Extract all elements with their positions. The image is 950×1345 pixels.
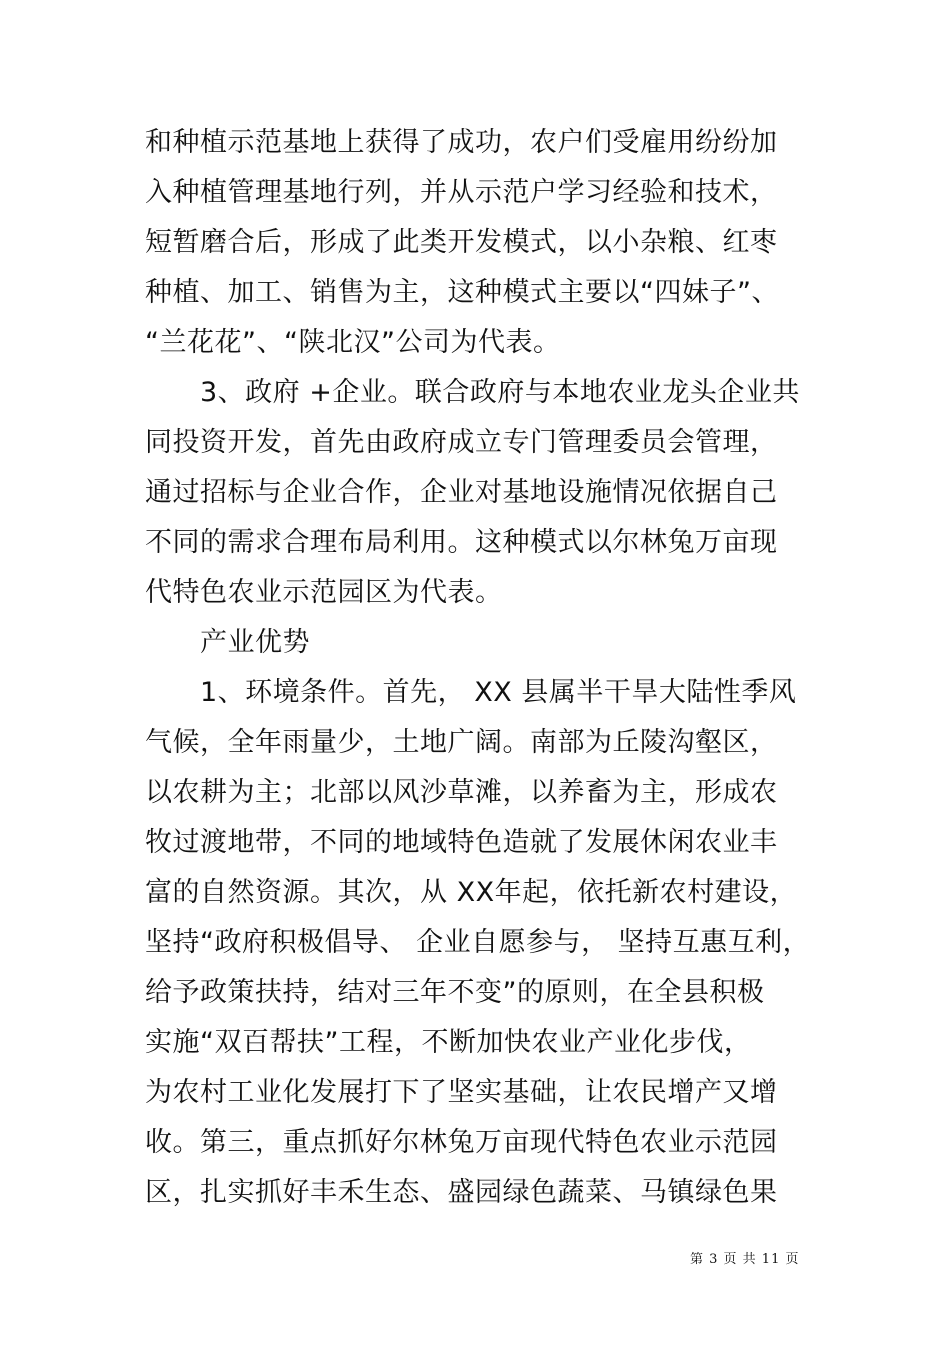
- text-line: 牧过渡地带，不同的地域特色造就了发展休闲农业丰: [145, 827, 778, 858]
- section-heading: 产业优势: [200, 627, 310, 658]
- paragraph-start-line: 3、政府 +企业。联合政府与本地农业龙头企业共: [200, 377, 800, 408]
- text-line: 富的自然资源。其次，从 XX年起，依托新农村建设，: [145, 877, 798, 908]
- text-line: 和种植示范基地上获得了成功，农户们受雇用纷纷加: [145, 127, 778, 158]
- page-footer: 第 3 页 共 11 页: [690, 1252, 800, 1267]
- text-line: 种植、加工、销售为主，这种模式主要以“四妹子”、: [145, 277, 779, 308]
- text-line: 为农村工业化发展打下了坚实基础，让农民增产又增: [145, 1077, 778, 1108]
- text-line: 代特色农业示范园区为代表。: [145, 577, 503, 608]
- paragraph-start-line: 1、环境条件。首先， XX 县属半干旱大陆性季风: [200, 677, 797, 708]
- text-line: 坚持“政府积极倡导、 企业自愿参与， 坚持互惠互利，: [145, 927, 811, 958]
- text-line: 不同的需求合理布局利用。这种模式以尔林兔万亩现: [145, 527, 778, 558]
- text-line: 短暂磨合后，形成了此类开发模式，以小杂粮、红枣: [145, 227, 778, 258]
- text-line: 入种植管理基地行列，并从示范户学习经验和技术，: [145, 177, 778, 208]
- text-line: “兰花花”、“陕北汉”公司为代表。: [145, 327, 561, 358]
- text-line: 通过招标与企业合作，企业对基地设施情况依据自己: [145, 477, 778, 508]
- text-line: 区，扎实抓好丰禾生态、盛园绿色蔬菜、马镇绿色果: [145, 1177, 778, 1208]
- text-line: 给予政策扶持，结对三年不变”的原则，在全县积极: [145, 977, 765, 1008]
- text-line: 实施“双百帮扶”工程，不断加快农业产业化步伐，: [145, 1027, 752, 1058]
- text-line: 收。第三，重点抓好尔林兔万亩现代特色农业示范园: [145, 1127, 778, 1158]
- text-line: 以农耕为主；北部以风沙草滩，以养畜为主，形成农: [145, 777, 778, 808]
- text-line: 气候，全年雨量少，土地广阔。南部为丘陵沟壑区，: [145, 727, 778, 758]
- text-line: 同投资开发，首先由政府成立专门管理委员会管理，: [145, 427, 778, 458]
